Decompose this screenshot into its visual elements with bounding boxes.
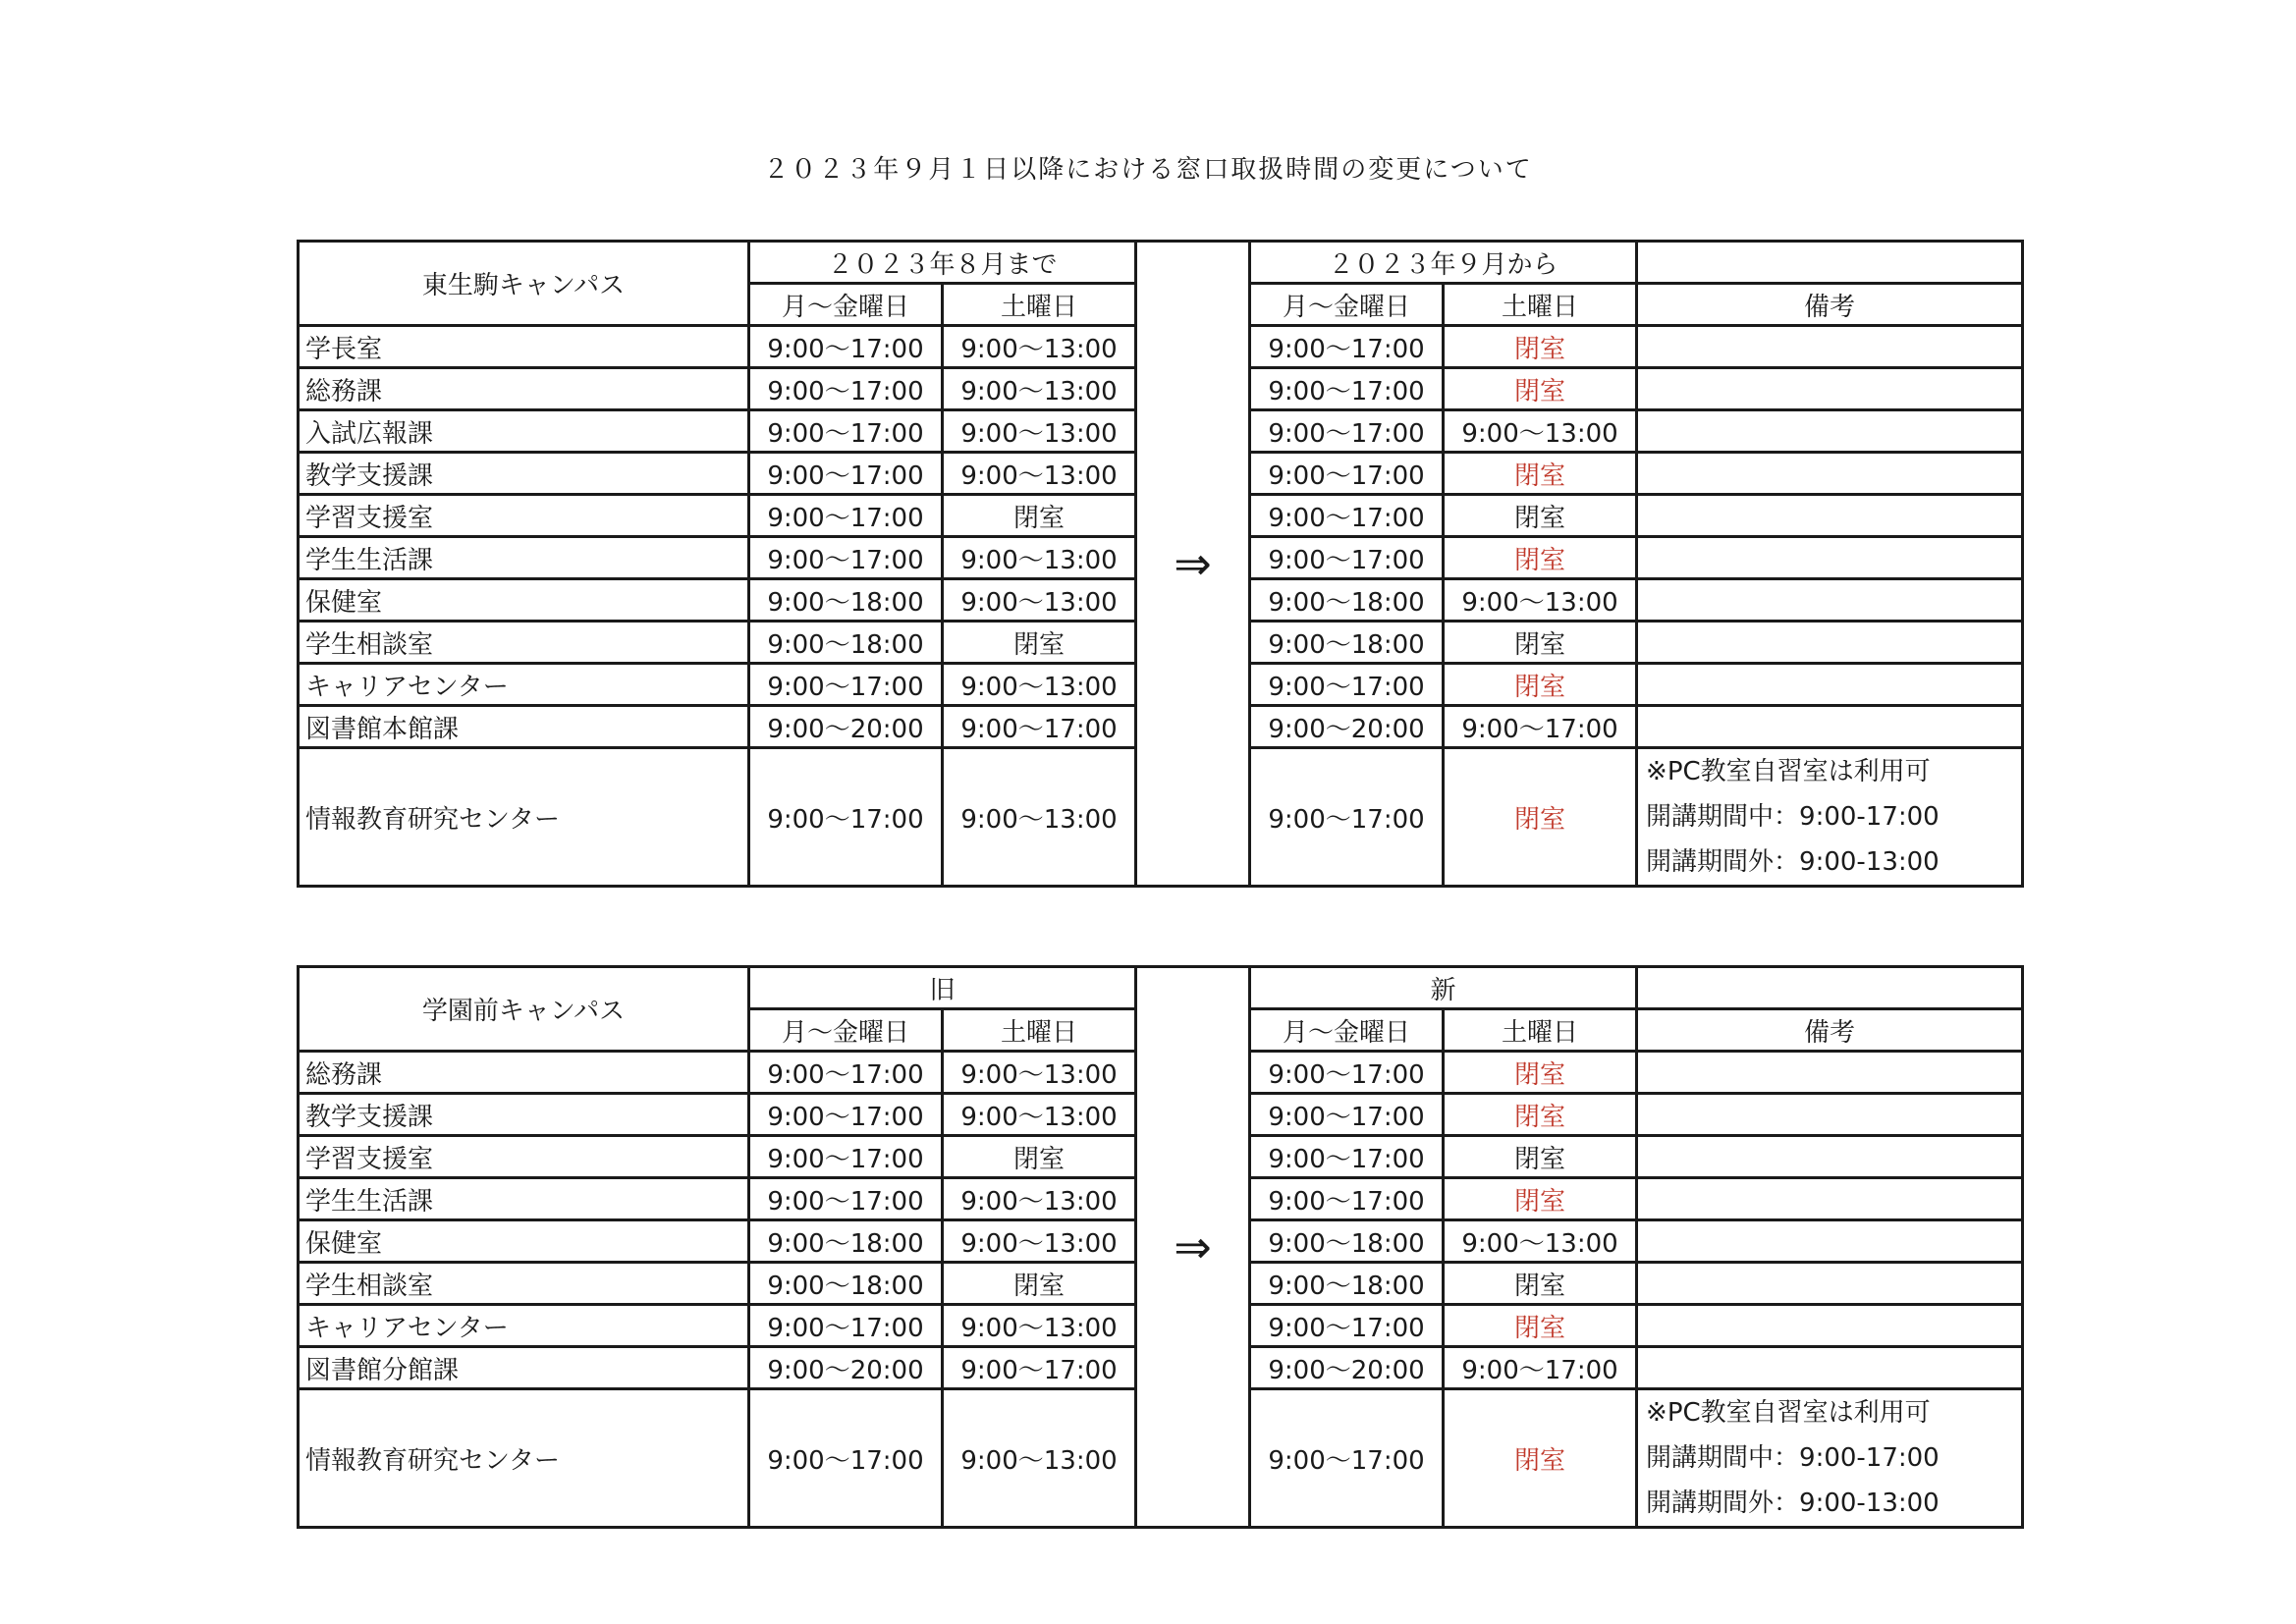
- remarks-cell: [1637, 706, 2023, 748]
- new-weekday-hours: 9:00～17:00: [1250, 1136, 1444, 1178]
- document-title: ２０２３年９月１日以降における窓口取扱時間の変更について: [763, 155, 1533, 185]
- new-saturday-hours: 閉室: [1444, 1052, 1637, 1094]
- old-weekday-hours: 9:00～17:00: [749, 453, 943, 495]
- new-saturday-hours: 9:00～13:00: [1444, 1220, 1637, 1263]
- old-weekday-hours: 9:00～20:00: [749, 1347, 943, 1389]
- new-weekday-hours: 9:00～17:00: [1250, 1178, 1444, 1220]
- remarks-cell: [1637, 1305, 2023, 1347]
- old-saturday-hours: 9:00～13:00: [943, 368, 1136, 410]
- old-weekday-hours: 9:00～17:00: [749, 664, 943, 706]
- new-saturday-hours: 閉室: [1444, 495, 1637, 537]
- office-name: 学生相談室: [299, 622, 749, 664]
- old-weekday-header: 月～金曜日: [749, 1009, 943, 1052]
- new-weekday-hours: 9:00～17:00: [1250, 1305, 1444, 1347]
- new-weekday-hours: 9:00～17:00: [1250, 1094, 1444, 1136]
- new-weekday-hours: 9:00～17:00: [1250, 326, 1444, 368]
- new-saturday-hours: 閉室: [1444, 1094, 1637, 1136]
- new-weekday-hours: 9:00～17:00: [1250, 748, 1444, 887]
- new-saturday-hours: 閉室: [1444, 622, 1637, 664]
- old-weekday-hours: 9:00～17:00: [749, 748, 943, 887]
- old-saturday-hours: 9:00～13:00: [943, 1178, 1136, 1220]
- remarks-cell: [1637, 1178, 2023, 1220]
- new-saturday-hours: 閉室: [1444, 1305, 1637, 1347]
- schedule-table-gakuenmae: [297, 965, 2024, 1529]
- office-name: 総務課: [299, 368, 749, 410]
- remarks-cell: [1637, 1094, 2023, 1136]
- office-name: 教学支援課: [299, 453, 749, 495]
- remarks-cell: [1637, 537, 2023, 579]
- remarks-note-line: ※PC教室自習室は利用可: [1646, 1398, 1931, 1428]
- old-saturday-hours: 9:00～13:00: [943, 1389, 1136, 1528]
- old-saturday-hours: 9:00～13:00: [943, 1220, 1136, 1263]
- old-weekday-hours: 9:00～17:00: [749, 326, 943, 368]
- remarks-header-blank: [1637, 242, 2023, 284]
- office-name: キャリアセンター: [299, 1305, 749, 1347]
- old-saturday-header: 土曜日: [943, 284, 1136, 326]
- office-name: 保健室: [299, 579, 749, 622]
- new-weekday-hours: 9:00～18:00: [1250, 622, 1444, 664]
- old-weekday-hours: 9:00～17:00: [749, 495, 943, 537]
- new-saturday-hours: 閉室: [1444, 664, 1637, 706]
- campus-name: 東生駒キャンパス: [299, 242, 749, 326]
- old-weekday-hours: 9:00～17:00: [749, 1136, 943, 1178]
- office-name: 教学支援課: [299, 1094, 749, 1136]
- campus-name: 学園前キャンパス: [299, 967, 749, 1052]
- remarks-note-line: 開講期間中：9:00-17:00: [1646, 1443, 1940, 1473]
- office-name: 図書館分館課: [299, 1347, 749, 1389]
- new-weekday-hours: 9:00～17:00: [1250, 664, 1444, 706]
- remarks-cell: [1637, 326, 2023, 368]
- remarks-note-line: 開講期間外：9:00-13:00: [1646, 1489, 1940, 1518]
- old-saturday-hours: 9:00～13:00: [943, 748, 1136, 887]
- remarks-header-blank: [1637, 967, 2023, 1009]
- new-saturday-hours: 閉室: [1444, 1263, 1637, 1305]
- new-saturday-hours: 閉室: [1444, 326, 1637, 368]
- remarks-cell: [1637, 622, 2023, 664]
- change-arrow: ⇒: [1136, 242, 1250, 887]
- new-saturday-hours: 閉室: [1444, 748, 1637, 887]
- old-saturday-hours: 9:00～13:00: [943, 326, 1136, 368]
- old-saturday-hours: 閉室: [943, 1136, 1136, 1178]
- remarks-cell: [1637, 368, 2023, 410]
- remarks-cell: [1637, 1136, 2023, 1178]
- new-weekday-hours: 9:00～18:00: [1250, 579, 1444, 622]
- office-name: 学生生活課: [299, 1178, 749, 1220]
- remarks-note-line: 開講期間中：9:00-17:00: [1646, 802, 1940, 832]
- old-weekday-hours: 9:00～17:00: [749, 368, 943, 410]
- remarks-notes: [1637, 1389, 2023, 1528]
- change-arrow: ⇒: [1136, 967, 1250, 1528]
- old-weekday-header: 月～金曜日: [749, 284, 943, 326]
- office-name: キャリアセンター: [299, 664, 749, 706]
- new-saturday-hours: 閉室: [1444, 1389, 1637, 1528]
- new-saturday-header: 土曜日: [1444, 284, 1637, 326]
- old-saturday-hours: 9:00～13:00: [943, 1094, 1136, 1136]
- office-name: 学生相談室: [299, 1263, 749, 1305]
- old-weekday-hours: 9:00～18:00: [749, 1263, 943, 1305]
- old-saturday-hours: 閉室: [943, 1263, 1136, 1305]
- remarks-cell: [1637, 1052, 2023, 1094]
- new-weekday-hours: 9:00～18:00: [1250, 1263, 1444, 1305]
- old-saturday-hours: 9:00～13:00: [943, 410, 1136, 453]
- remarks-note-line: 開講期間外：9:00-13:00: [1646, 847, 1940, 877]
- old-saturday-hours: 9:00～13:00: [943, 664, 1136, 706]
- old-weekday-hours: 9:00～17:00: [749, 537, 943, 579]
- new-weekday-header: 月～金曜日: [1250, 284, 1444, 326]
- old-saturday-hours: 9:00～13:00: [943, 1305, 1136, 1347]
- old-weekday-hours: 9:00～18:00: [749, 622, 943, 664]
- header-row: [299, 967, 2023, 1009]
- new-weekday-hours: 9:00～20:00: [1250, 1347, 1444, 1389]
- old-weekday-hours: 9:00～17:00: [749, 1178, 943, 1220]
- remarks-note-line: ※PC教室自習室は利用可: [1646, 757, 1931, 786]
- remarks-cell: [1637, 1263, 2023, 1305]
- new-weekday-hours: 9:00～18:00: [1250, 1220, 1444, 1263]
- old-weekday-hours: 9:00～17:00: [749, 410, 943, 453]
- new-saturday-header: 土曜日: [1444, 1009, 1637, 1052]
- remarks-cell: [1637, 1220, 2023, 1263]
- old-saturday-hours: 9:00～17:00: [943, 1347, 1136, 1389]
- new-saturday-hours: 9:00～17:00: [1444, 706, 1637, 748]
- old-saturday-hours: 9:00～13:00: [943, 453, 1136, 495]
- office-name: 図書館本館課: [299, 706, 749, 748]
- new-saturday-hours: 9:00～13:00: [1444, 410, 1637, 453]
- new-saturday-hours: 閉室: [1444, 1136, 1637, 1178]
- new-weekday-hours: 9:00～17:00: [1250, 1389, 1444, 1528]
- new-saturday-hours: 閉室: [1444, 1178, 1637, 1220]
- office-name: 総務課: [299, 1052, 749, 1094]
- before-period-label: 旧: [749, 967, 1136, 1009]
- remarks-cell: [1637, 579, 2023, 622]
- old-weekday-hours: 9:00～17:00: [749, 1052, 943, 1094]
- office-name: 入試広報課: [299, 410, 749, 453]
- old-saturday-hours: 9:00～13:00: [943, 537, 1136, 579]
- old-weekday-hours: 9:00～18:00: [749, 579, 943, 622]
- header-row: [299, 242, 2023, 284]
- office-name: 学習支援室: [299, 1136, 749, 1178]
- new-weekday-hours: 9:00～17:00: [1250, 453, 1444, 495]
- old-weekday-hours: 9:00～17:00: [749, 1094, 943, 1136]
- new-saturday-hours: 9:00～17:00: [1444, 1347, 1637, 1389]
- new-weekday-hours: 9:00～20:00: [1250, 706, 1444, 748]
- remarks-header: 備考: [1637, 284, 2023, 326]
- old-saturday-hours: 9:00～17:00: [943, 706, 1136, 748]
- old-weekday-hours: 9:00～20:00: [749, 706, 943, 748]
- new-weekday-hours: 9:00～17:00: [1250, 368, 1444, 410]
- office-name: 保健室: [299, 1220, 749, 1263]
- before-period-label: ２０２３年８月まで: [749, 242, 1136, 284]
- new-saturday-hours: 閉室: [1444, 453, 1637, 495]
- office-name: 学習支援室: [299, 495, 749, 537]
- remarks-notes: [1637, 748, 2023, 887]
- new-weekday-header: 月～金曜日: [1250, 1009, 1444, 1052]
- remarks-cell: [1637, 495, 2023, 537]
- remarks-cell: [1637, 453, 2023, 495]
- after-period-label: 新: [1250, 967, 1637, 1009]
- new-saturday-hours: 9:00～13:00: [1444, 579, 1637, 622]
- office-name: 情報教育研究センター: [299, 1389, 749, 1528]
- old-saturday-hours: 9:00～13:00: [943, 579, 1136, 622]
- office-name: 学生生活課: [299, 537, 749, 579]
- old-weekday-hours: 9:00～17:00: [749, 1305, 943, 1347]
- old-saturday-hours: 閉室: [943, 495, 1136, 537]
- new-saturday-hours: 閉室: [1444, 368, 1637, 410]
- old-saturday-hours: 9:00～13:00: [943, 1052, 1136, 1094]
- remarks-cell: [1637, 664, 2023, 706]
- office-name: 学長室: [299, 326, 749, 368]
- old-weekday-hours: 9:00～17:00: [749, 1389, 943, 1528]
- old-saturday-hours: 閉室: [943, 622, 1136, 664]
- new-weekday-hours: 9:00～17:00: [1250, 410, 1444, 453]
- old-weekday-hours: 9:00～18:00: [749, 1220, 943, 1263]
- new-saturday-hours: 閉室: [1444, 537, 1637, 579]
- new-weekday-hours: 9:00～17:00: [1250, 537, 1444, 579]
- remarks-cell: [1637, 1347, 2023, 1389]
- old-saturday-header: 土曜日: [943, 1009, 1136, 1052]
- office-name: 情報教育研究センター: [299, 748, 749, 887]
- new-weekday-hours: 9:00～17:00: [1250, 495, 1444, 537]
- remarks-cell: [1637, 410, 2023, 453]
- after-period-label: ２０２３年９月から: [1250, 242, 1637, 284]
- remarks-header: 備考: [1637, 1009, 2023, 1052]
- new-weekday-hours: 9:00～17:00: [1250, 1052, 1444, 1094]
- schedule-table-higashi-ikoma: [297, 240, 2024, 888]
